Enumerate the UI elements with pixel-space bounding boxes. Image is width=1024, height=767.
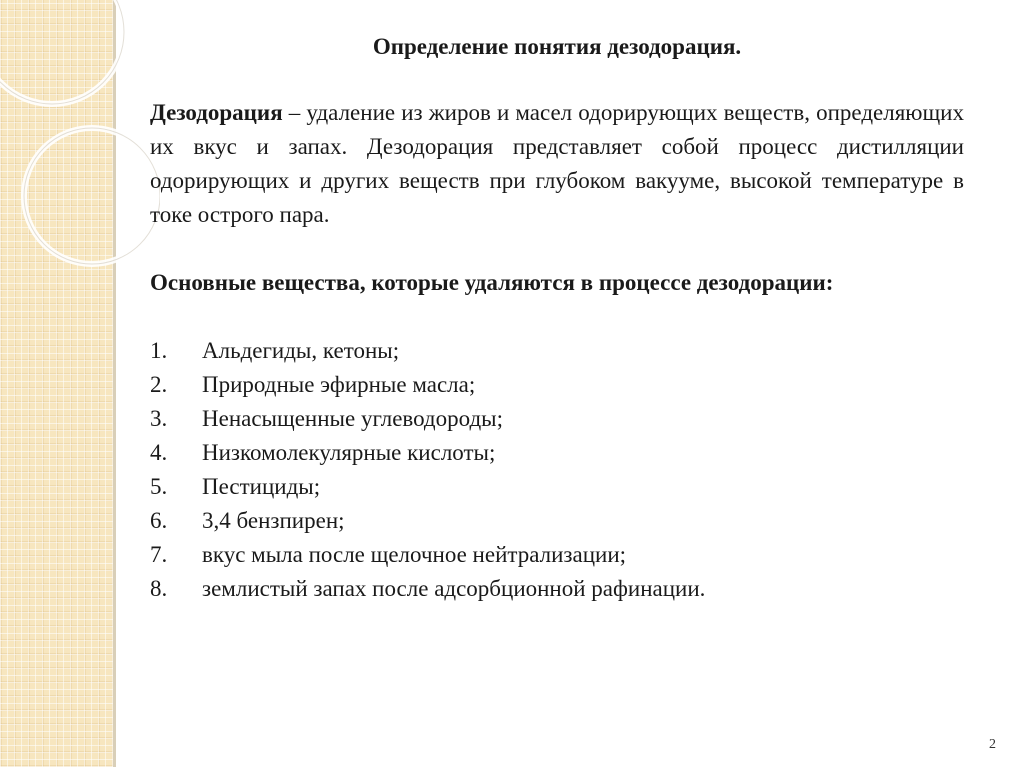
list-item bbox=[150, 470, 964, 504]
list-item-number: 3. bbox=[150, 406, 168, 431]
list-item-text: Низкомолекулярные кислоты; bbox=[202, 440, 496, 465]
definition-paragraph bbox=[150, 96, 964, 232]
side-panel-border bbox=[113, 0, 116, 767]
list-item-number: 7. bbox=[150, 542, 168, 567]
list-heading: Основные вещества, которые удаляются в процессе дезодорации: bbox=[150, 270, 834, 295]
substances-list bbox=[150, 334, 964, 606]
list-item bbox=[150, 572, 964, 606]
list-item bbox=[150, 504, 964, 538]
slide-content bbox=[150, 30, 964, 606]
slide-title: Определение понятия дезодорация. bbox=[372, 34, 742, 59]
list-item-text: Природные эфирные масла; bbox=[202, 372, 476, 397]
list-item bbox=[150, 436, 964, 470]
list-item-number: 2. bbox=[150, 372, 168, 397]
list-item-text: вкус мыла после щелочное нейтрализации; bbox=[202, 542, 627, 567]
decorative-side-panel bbox=[0, 0, 113, 767]
list-item-text: землистый запах после адсорбционной рафинации. bbox=[202, 576, 706, 601]
list-item bbox=[150, 368, 964, 402]
list-item-number: 8. bbox=[150, 576, 168, 601]
list-item-text: Альдегиды, кетоны; bbox=[202, 338, 400, 363]
list-item-number: 6. bbox=[150, 508, 168, 533]
list-item-number: 5. bbox=[150, 474, 168, 499]
list-item-number: 4. bbox=[150, 440, 168, 465]
list-item-text: Пестициды; bbox=[202, 474, 321, 499]
list-item bbox=[150, 538, 964, 572]
list-item-text: 3,4 бензпирен; bbox=[202, 508, 345, 533]
list-item bbox=[150, 402, 964, 436]
page-number: 2 bbox=[989, 737, 996, 752]
list-item bbox=[150, 334, 964, 368]
definition-term: Дезодорация bbox=[150, 100, 283, 125]
list-item-number: 1. bbox=[150, 338, 168, 363]
list-item-text: Ненасыщенные углеводороды; bbox=[202, 406, 504, 431]
definition-text: – удаление из жиров и масел одорирующих веществ, определяющих их вкус и запах. Дезодорация представляет собой процесс дистилляции одорирующих и других веществ при глубоком вакууме, высокой температуре в токе острого пара. bbox=[150, 100, 964, 227]
